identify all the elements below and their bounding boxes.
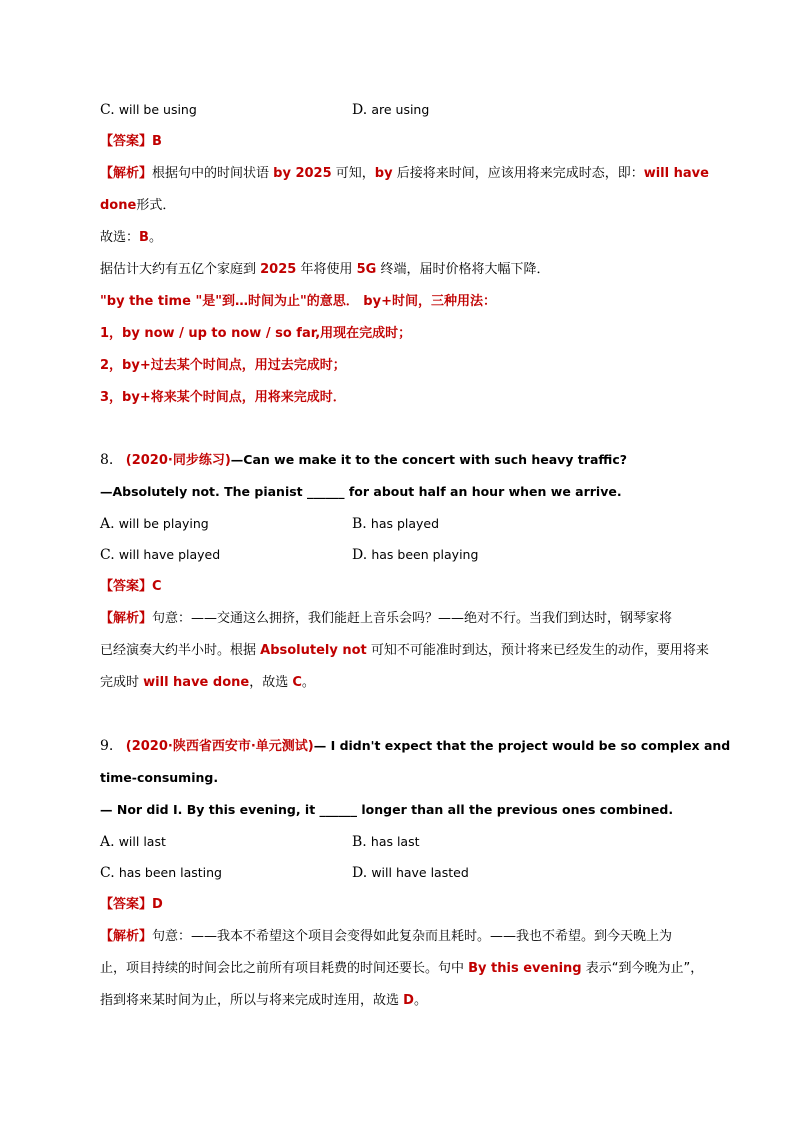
q7-choice: [100, 228, 162, 248]
question-text: — I didn't expect that the project would be so complex and: [313, 738, 731, 753]
q8-stem: [100, 450, 627, 471]
option-text: has been playing: [371, 547, 479, 562]
highlight-text: 2025: [260, 262, 297, 277]
analysis-label: 【解析】: [100, 611, 153, 626]
highlight-text: done: [100, 198, 137, 213]
q7-option-c: [100, 100, 197, 121]
analysis-text: 句意：——交通这么拥挤，我们能赶上音乐会吗？——绝对不行。当我们到达时，钢琴家将: [152, 611, 673, 626]
q9-option-a: [100, 832, 166, 853]
q8-option-b: [352, 514, 439, 535]
translation-text: 据估计大约有五亿个家庭到: [100, 262, 261, 277]
highlight-text: will have: [643, 166, 709, 181]
q8-option-d: [352, 545, 478, 566]
highlight-text: by: [374, 166, 393, 181]
highlight-text: C: [292, 675, 302, 690]
option-letter: C.: [100, 102, 115, 118]
analysis-label: 【解析】: [100, 929, 153, 944]
analysis-text: 后接将来时间，应该用将来完成时态，即：: [392, 166, 644, 181]
option-letter: B.: [352, 516, 367, 532]
analysis-text: 。: [301, 675, 315, 690]
option-text: will be using: [118, 102, 197, 117]
q8-analysis-line1: [100, 609, 672, 629]
highlight-text: Absolutely not: [260, 643, 367, 658]
q7-usage-1: 1，by now / up to now / so far,用现在完成时；: [100, 326, 412, 341]
q7-usage-3: 3，by+将来某个时间点，用将来完成时．: [100, 390, 346, 405]
question-text: —Can we make it to the concert with such heavy traffic?: [230, 452, 627, 467]
question-source: (2020·陕西省西安市·单元测试): [125, 739, 314, 754]
q8-option-c: [100, 545, 220, 566]
q9-answer: [100, 895, 163, 915]
analysis-text: 可知，: [331, 166, 375, 181]
q7-analysis-line1: [100, 164, 709, 184]
highlight-text: By this evening: [468, 961, 582, 976]
option-text: will have played: [118, 547, 221, 562]
question-source: (2020·同步练习): [125, 453, 231, 468]
option-letter: D.: [352, 865, 368, 881]
analysis-text: 完成时: [100, 675, 144, 690]
choice-text: 。: [148, 230, 162, 245]
q9-reply: — Nor did I. By this evening, it ______ longer than all the previous ones combined.: [100, 802, 674, 817]
q7-option-d: [352, 100, 429, 121]
analysis-text: 可知不可能准时到达，预计将来已经发生的动作，要用将来: [366, 643, 709, 658]
option-text: will last: [118, 834, 166, 849]
answer-label: 【答案】: [100, 134, 153, 149]
question-number: 8.: [100, 452, 114, 468]
q8-option-a: [100, 514, 209, 535]
q9-stem: [100, 736, 730, 757]
q8-answer: [100, 577, 162, 597]
q9-stem-line2: time-consuming.: [100, 770, 219, 785]
answer-value: C: [152, 579, 162, 594]
option-letter: B.: [352, 834, 367, 850]
highlight-text: D: [403, 993, 414, 1008]
analysis-text: 表示“到今晚为止”，: [581, 961, 704, 976]
analysis-text: 已经演奏大约半小时。根据: [100, 643, 261, 658]
q7-answer: [100, 132, 162, 152]
q7-analysis-line2: [100, 196, 175, 216]
option-letter: A.: [100, 834, 115, 850]
q9-option-c: [100, 863, 222, 884]
q9-analysis-line1: [100, 927, 672, 947]
q7-translation: [100, 260, 549, 280]
answer-value: D: [152, 897, 163, 912]
option-letter: C.: [100, 865, 115, 881]
option-text: will be playing: [118, 516, 209, 531]
q8-analysis-line3: [100, 673, 315, 693]
analysis-text: ，故选: [249, 675, 293, 690]
q8-analysis-line2: [100, 641, 709, 661]
analysis-text: 。: [413, 993, 427, 1008]
analysis-text: 句意：——我本不希望这个项目会变得如此复杂而且耗时。——我也不希望。到今天晚上为: [152, 929, 673, 944]
option-text: are using: [371, 102, 430, 117]
q9-option-d: [352, 863, 469, 884]
option-text: has been lasting: [118, 865, 222, 880]
q9-analysis-line3: [100, 991, 427, 1011]
analysis-text: 指到将来某时间为止，所以与将来完成时连用，故选: [100, 993, 404, 1008]
analysis-text: 根据句中的时间状语: [152, 166, 274, 181]
q9-analysis-line2: [100, 959, 703, 979]
option-letter: D.: [352, 547, 368, 563]
answer-label: 【答案】: [100, 897, 153, 912]
choice-text: 故选：: [100, 230, 140, 245]
option-letter: D.: [352, 102, 368, 118]
option-letter: A.: [100, 516, 115, 532]
analysis-label: 【解析】: [100, 166, 153, 181]
translation-text: 终端，届时价格将大幅下降．: [376, 262, 550, 277]
q8-reply: —Absolutely not. The pianist ______ for about half an hour when we arrive.: [100, 484, 622, 499]
highlight-text: 5G: [356, 262, 377, 277]
highlight-text: by 2025: [273, 166, 332, 181]
analysis-text: 形式．: [136, 198, 176, 213]
option-text: has played: [370, 516, 440, 531]
answer-label: 【答案】: [100, 579, 153, 594]
option-text: has last: [370, 834, 420, 849]
question-number: 9.: [100, 738, 114, 754]
highlight-text: B: [139, 230, 149, 245]
highlight-text: will have done: [143, 675, 250, 690]
q7-note: "by the time "是"到…时间为止"的意思． by+时间，三种用法：: [100, 294, 496, 309]
q9-option-b: [352, 832, 420, 853]
answer-value: B: [152, 134, 162, 149]
q7-usage-2: 2，by+过去某个时间点，用过去完成时；: [100, 358, 346, 373]
analysis-text: 止，项目持续的时间会比之前所有项目耗费的时间还要长。句中: [100, 961, 469, 976]
translation-text: 年将使用: [296, 262, 357, 277]
option-text: will have lasted: [371, 865, 469, 880]
option-letter: C.: [100, 547, 115, 563]
